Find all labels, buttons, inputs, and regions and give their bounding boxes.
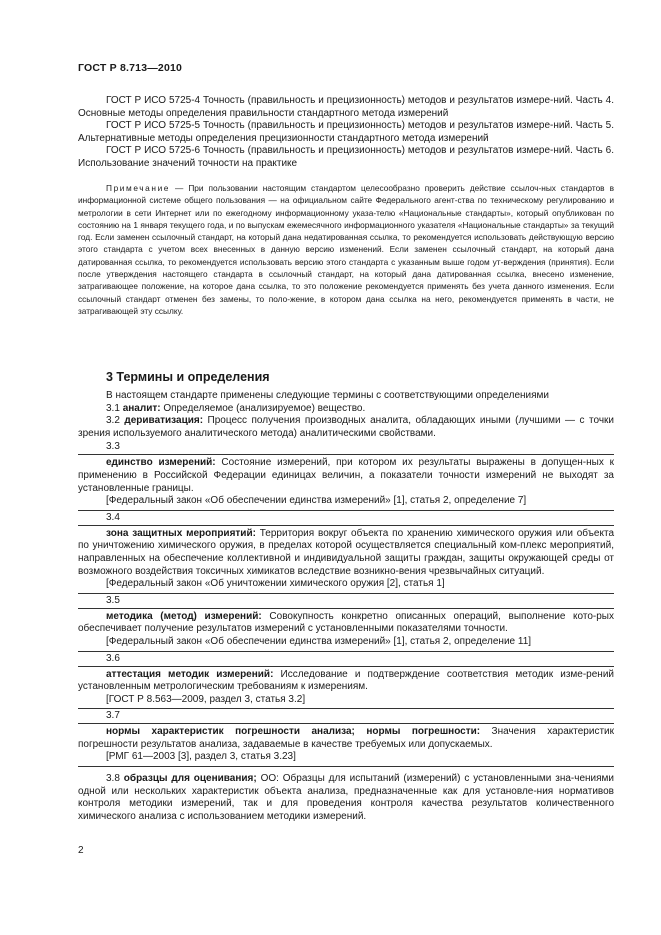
term-citation: [РМГ 61—2003 [3], раздел 3, статья 3.23] (106, 751, 296, 763)
term-definition: Значения характеристик погрешности результатов анализа, задаваемые в качестве требуемых или допускаемых. (78, 726, 614, 750)
term-citation: [Федеральный закон «Об обеспечении единства измерений» [1], статья 2, определение 7] (106, 495, 527, 507)
term-definition: Определяемое (анализируемое) вещество. (160, 402, 366, 414)
term-3-8 (78, 773, 614, 823)
term-3-1 (78, 403, 614, 416)
term-name: аналит: (122, 402, 161, 414)
document-header: ГОСТ Р 8.713—2010 (78, 62, 183, 74)
term-citation: [Федеральный закон «Об обеспечении единства измерений» [1], статья 2, определение 11] (106, 635, 532, 647)
term-number: 3.4 (106, 511, 120, 523)
term-3-7 (78, 726, 614, 751)
term-name: образцы для оценивания; (123, 773, 257, 785)
term-number: 3.8 (106, 773, 120, 785)
term-3-2 (78, 415, 614, 440)
term-name: аттестация методик измерений: (106, 668, 274, 680)
term-name: методика (метод) измерений: (106, 610, 262, 622)
term-name: единство измерений: (106, 457, 216, 469)
term-number: 3.7 (106, 710, 120, 722)
term-number: 3.2 (106, 415, 120, 427)
term-definition: Состояние измерений, при котором их результаты выражены в допущен-ных к применению в Российской Федерации единицах величин, а показатели точности измерений не выходят за установленные границы. (78, 457, 614, 494)
page-number: 2 (78, 845, 84, 856)
term-name: дериватизация: (124, 415, 204, 427)
note-paragraph (78, 182, 614, 317)
term-3-5-box (78, 608, 614, 652)
term-definition: Исследование и подтверждение соответствия методик изме-рений установленным метрологическим требованиям к измерениям. (78, 668, 614, 693)
term-3-6 (78, 669, 614, 694)
reference-item: ГОСТ Р ИСО 5725-6 Точность (правильность и прецизионность) методов и результатов измере-ний. Часть 6. Использование значений точности на практике (78, 145, 614, 169)
section-intro: В настоящем стандарте применены следующие термины с соответствующими определениями (106, 390, 550, 401)
term-number: 3.5 (106, 594, 120, 606)
terms-list (78, 390, 614, 823)
term-definition: ОО: Образцы для испытаний (измерений) с установленными зна-чениями одной или нескольких характеристик объекта анализа, предназначенные как для установле-ния нормативов контроля методики измерений, так и для проведения контроля качества результатов количественного химического анализа с использованием методики измерений. (78, 773, 615, 822)
term-definition: Совокупность конкретно описанных операций, выполнение кото-рых обеспечивает получение результатов измерений с установленными показателями точности. (78, 610, 614, 635)
term-definition: Процесс получения производных аналита, обладающих иными (лучшими — с точки зрения используемого аналитического метода) аналитическими свойствами. (78, 415, 614, 439)
note-text: — При пользовании настоящим стандартом целесообразно проверить действие ссылоч-ных стандартов в информационной системе общего пользования — на официальном сайте Федерального агент-ства по техническому регулированию и метрологии в сети Интернет или по ежегодному информационному указа-телю «Национальные стандарты», который опубликован по состоянию на 1 января текущего года, и по выпускам ежемесячного информационного указателя «Национальные стандарты» за текущий год. Если заменен ссылочный стандарт, на который дана недатированная ссылка, то рекомендуется использовать действующую версию этого стандарта с учетом всех внесенных в данную версию изменений. Если заменен ссылочный стандарт, на который дана датированная ссылка, то рекомендуется использовать версию этого стандарта с указанным выше годом ут-верждения (принятия). Если после утверждения настоящего стандарта в ссылочный стандарт, на который дана датированная ссылка, внесено изменение, затрагивающее положение, на которое дана ссылка, то это положение рекомендуется применять без учета данного изменения. Если ссылочный стандарт отменен без замены, то поло-жение, в котором дана ссылка на него, рекомендуется применять в части, не затрагивающей эту ссылку. (78, 183, 614, 316)
term-definition: Территория вокруг объекта по хранению химического оружия или объекта по уничтожению химического оружия, в пределах которой осуществляется специальный ком-плекс мероприятий, направленных на обеспечение коллективной и индивидуальной защиты граждан, защиты окружающей среды от возможного воздействия токсичных химикатов вследствие возникно-вения чрезвычайных ситуаций. (78, 527, 615, 577)
note-label: Примечание (106, 183, 171, 193)
term-name: нормы характеристик погрешности анализа; нормы погрешности: (106, 726, 481, 738)
term-3-4-box (78, 525, 614, 594)
term-number: 3.6 (106, 652, 120, 664)
term-3-3 (78, 457, 614, 495)
term-3-3-box (78, 454, 614, 510)
term-number: 3.3 (106, 441, 120, 453)
term-name: зона защитных мероприятий: (106, 527, 256, 539)
reference-item: ГОСТ Р ИСО 5725-5 Точность (правильность и прецизионность) методов и результатов измере-ний. Часть 5. Альтернативные методы определения прецизионности стандартного метода измерений (78, 120, 614, 144)
normative-references (78, 95, 614, 171)
term-number: 3.1 (106, 402, 120, 414)
term-3-4 (78, 528, 614, 578)
term-citation: [Федеральный закон «Об уничтожении химического оружия [2], статья 1] (106, 578, 445, 590)
term-3-5 (78, 611, 614, 636)
section-title: 3 Термины и определения (106, 370, 270, 384)
reference-item: ГОСТ Р ИСО 5725-4 Точность (правильность и прецизионность) методов и результатов измере-ний. Часть 4. Основные методы определения правильности стандартного метода измерений (78, 95, 614, 119)
term-3-6-box (78, 666, 614, 710)
term-3-7-box (78, 723, 614, 767)
term-citation: [ГОСТ Р 8.563—2009, раздел 3, статья 3.2] (106, 693, 306, 705)
